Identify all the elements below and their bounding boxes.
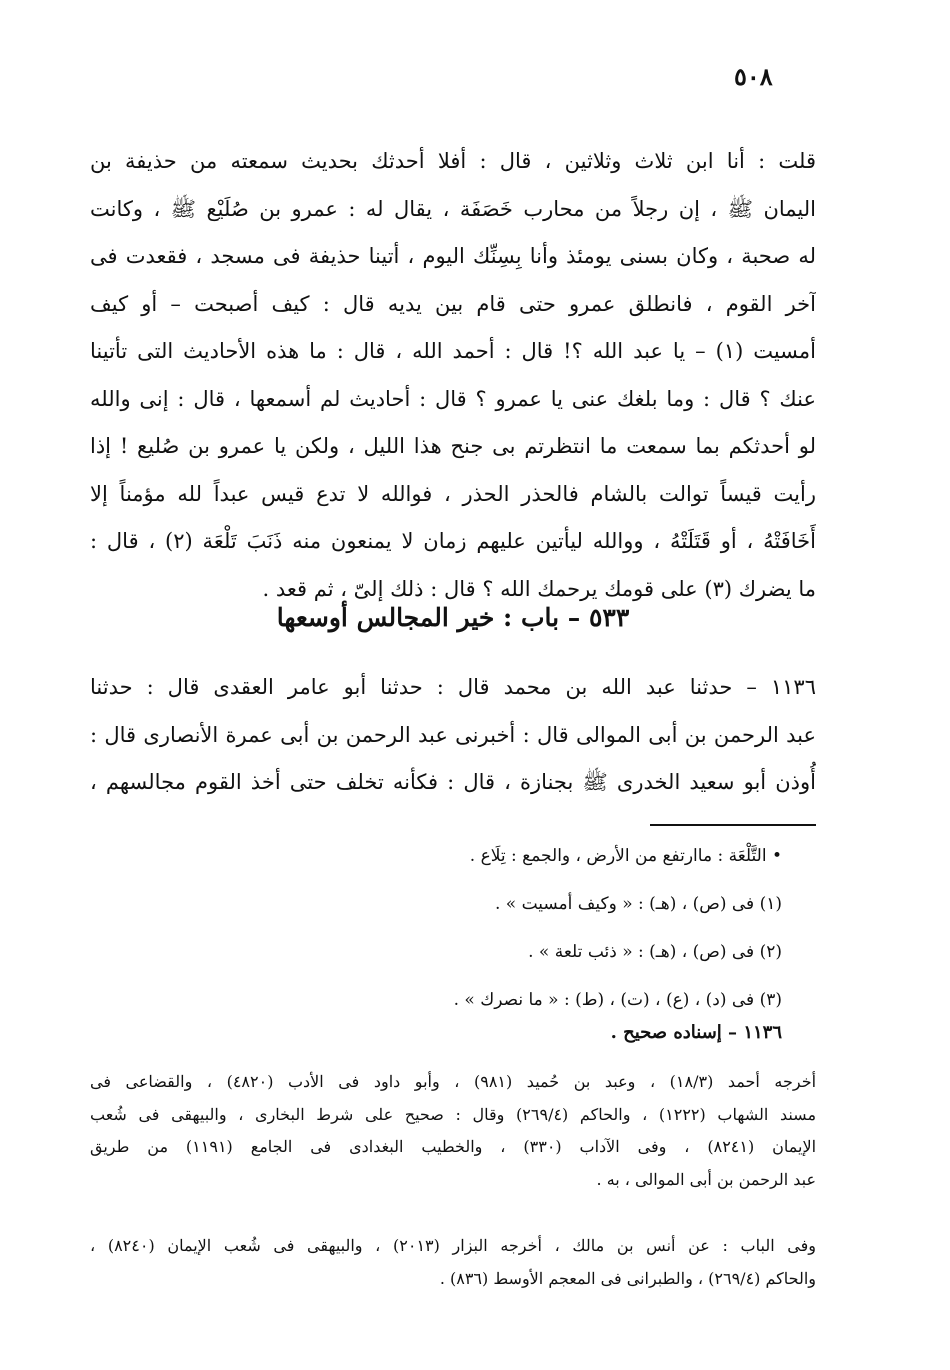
footnote: (٣) فى (د) ، (ع) ، (ت) ، (ط) : « ما نصرك » . [453,990,782,1010]
text-line: عبد الرحمن بن أبى الموالى قال : أخبرنى عبد الرحمن بن أبى عمرة الأنصارى قال : [90,722,816,747]
footnote: (١) فى (ص) ، (هـ) : « وكيف أمسيت » . [494,894,782,914]
text-line: له صحبة ، وكان بسنى يومئذ وأنا بِسِنِّك اليوم ، أتينا حذيفة فى مسجد ، فقعدت فى [90,244,816,268]
text-line: مسند الشهاب (١٢٢٢) ، والحاكم (٢٦٩/٤) وقال : صحيح على شرط البخارى ، والبيهقى فى شُعب [90,1104,816,1124]
text-line: لو أحدثكم بما سمعت ما انتظرتم بى جنح هذا الليل ، ولكن يا عمرو بن صُليع ! إذا [90,434,816,458]
footnote: (٢) فى (ص) ، (هـ) : « ذئب تلعة » . [528,942,782,962]
text-line: أَخَافَتْهُ ، أو قَتَلَتْهُ ، ووالله ليأتين عليهم زمان لا يمنعون منه ذَنَبَ تَلْعَة (٢) ، قال : [90,529,816,553]
hadith-text [90,664,816,807]
chapter-heading: ٥٣٣ – باب : خير المجالس أوسعها [276,603,630,632]
text-line: الإيمان (٨٢٤١) ، وفى الآداب (٣٣٠) ، والخطيب البغدادى فى الجامع (١١٩١) من طريق [90,1137,816,1156]
text-line: أمسيت (١) – يا عبد الله ؟! قال : أحمد الله ، قال : ما هذه الأحاديث التى تأتينا [90,339,816,363]
footnote-separator [650,824,816,826]
footnote-notes [90,832,816,1024]
text-line: وفى الباب : عن أنس بن مالك ، أخرجه البزار (٢٠١٣) ، والبيهقى فى شُعب الإيمان (٨٢٤٠) ، [90,1236,816,1255]
text-line: ما يضرك (٣) على قومك يرحمك الله ؟ قال : ذلك إلىّ ، ثم قعد . [262,576,816,601]
text-line: ١١٣٦ – حدثنا عبد الله بن محمد قال : حدثنا أبو عامر العقدى قال : حدثنا [90,675,816,699]
text-line: رأيت قيساً توالت بالشام فالحذر الحذر ، فوالله لا تدع قيس عبداً لله مؤمناً إلا [90,481,816,506]
text-line: أخرجه أحمد (١٨/٣) ، وعبد بن حُميد (٩٨١) ، وأبو داود فى الأدب (٤٨٢٠) ، والقضاعى فى [90,1072,816,1091]
text-line: أُوذن أبو سعيد الخدرى ﷺ بجنازة ، قال : فكأنه تخلف حتى أخذ القوم مجالسهم ، [90,770,816,794]
text-line: عنك ؟ قال : وما بلغك عنى يا عمرو ؟ قال : أحاديث لم أسمعها ، قال : إنى والله [90,386,816,411]
bab-text [90,1230,816,1295]
main-text [90,138,816,613]
text-line: آخر القوم ، فانطلق عمرو حتى قام بين يديه قال : كيف أصبحت – أو كيف [90,291,816,316]
text-line: والحاكم (٢٦٩/٤) ، والطبرانى فى المعجم الأوسط (٨٣٦) . [439,1268,816,1288]
takhrij-text [90,1066,816,1196]
page-number: ٥٠٨ [734,62,773,91]
footnote: • التَّلْعَة : ماارتفع من الأرض ، والجمع : تِلَاع . [469,846,782,866]
takhrij-title: ١١٣٦ – إسناده صحيح . [610,1022,782,1043]
text-line: اليمان ﷺ ، إن رجلاً من محارب خَصَفَة ، يقال له : عمرو بن صُلَيْع ﷺ ، وكانت [90,196,816,221]
text-line: عبد الرحمن بن أبى الموالى ، به . [596,1169,816,1189]
text-line: قلت : أنا ابن ثلاث وثلاثين ، قال : أفلا أحدثك بحديث سمعته من حذيفة بن [90,149,816,173]
